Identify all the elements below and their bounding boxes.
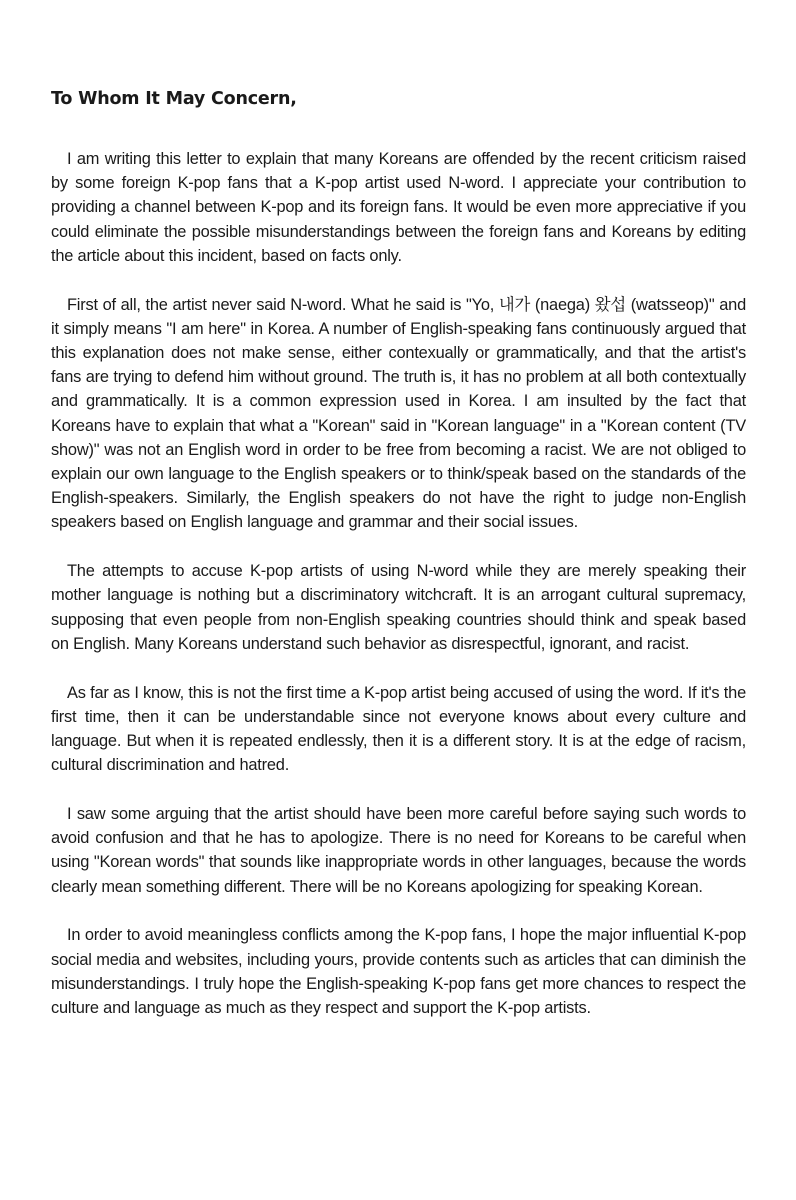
paragraph-intro: I am writing this letter to explain that many Koreans are offended by the recent criticism raised by some foreign K-pop fans that a K-pop artist used N-word. I appreciate your contribution to providing a channel between K-pop and its foreign fans. It would be even more appreciative if you could eliminate the possible misunderstandings between the foreign fans and Koreans by editing the article about this incident, based on facts only.	[51, 150, 746, 265]
paragraph-explanation: First of all, the artist never said N-word. What he said is "Yo, 내가 (naega) 왔섭 (watsseop)" and it simply means "I am here" in Korea. A number of English-speaking fans continuously argued that this explanation does not make sense, either contexually or grammatically, and that the artist's fans are trying to defend him without ground. The truth is, it has no problem at all both contextually and grammatically. It is a common expression used in Korea. I am insulted by the fact that Koreans have to explain that what a "Korean" said in "Korean language" in a "Korean content (TV show)" was not an English word in order to be free from becoming a racist. We are not obliged to explain our own language to the English speakers or to think/speak based on the standards of the English-speakers. Similarly, the English speakers do not have the right to judge non-English speakers based on English language and grammar and their social issues.	[51, 295, 746, 532]
letter-body	[51, 87, 746, 1045]
paragraph-accusation: The attempts to accuse K-pop artists of using N-word while they are merely speaking their mother language is nothing but a discriminatory witchcraft. It is an arrogant cultural supremacy, supposing that even people from non-English speaking countries should think and speak based on English. Many Koreans understand such behavior as disrespectful, ignorant, and racist.	[51, 562, 746, 653]
salutation: To Whom It May Concern,	[51, 89, 297, 109]
paragraph-closing: In order to avoid meaningless conflicts among the K-pop fans, I hope the major influential K-pop social media and websites, including yours, provide contents such as articles that can diminish the misunderstandings. I truly hope the English-speaking K-pop fans get more chances to respect the culture and language as much as they respect and support the K-pop artists.	[51, 926, 746, 1018]
paragraph-repetition: As far as I know, this is not the first time a K-pop artist being accused of using the word. If it's the first time, then it can be understandable since not everyone knows about every culture and language. But when it is repeated endlessly, then it is a different story. It is at the edge of racism, cultural discrimination and hatred.	[51, 683, 746, 775]
paragraph-apology: I saw some arguing that the artist should have been more careful before saying such words to avoid confusion and that he has to apologize. There is no need for Koreans to be careful when using "Korean words" that sounds like inappropriate words in other languages, because the words clearly mean something different. There will be no Koreans apologizing for speaking Korean.	[51, 805, 746, 896]
